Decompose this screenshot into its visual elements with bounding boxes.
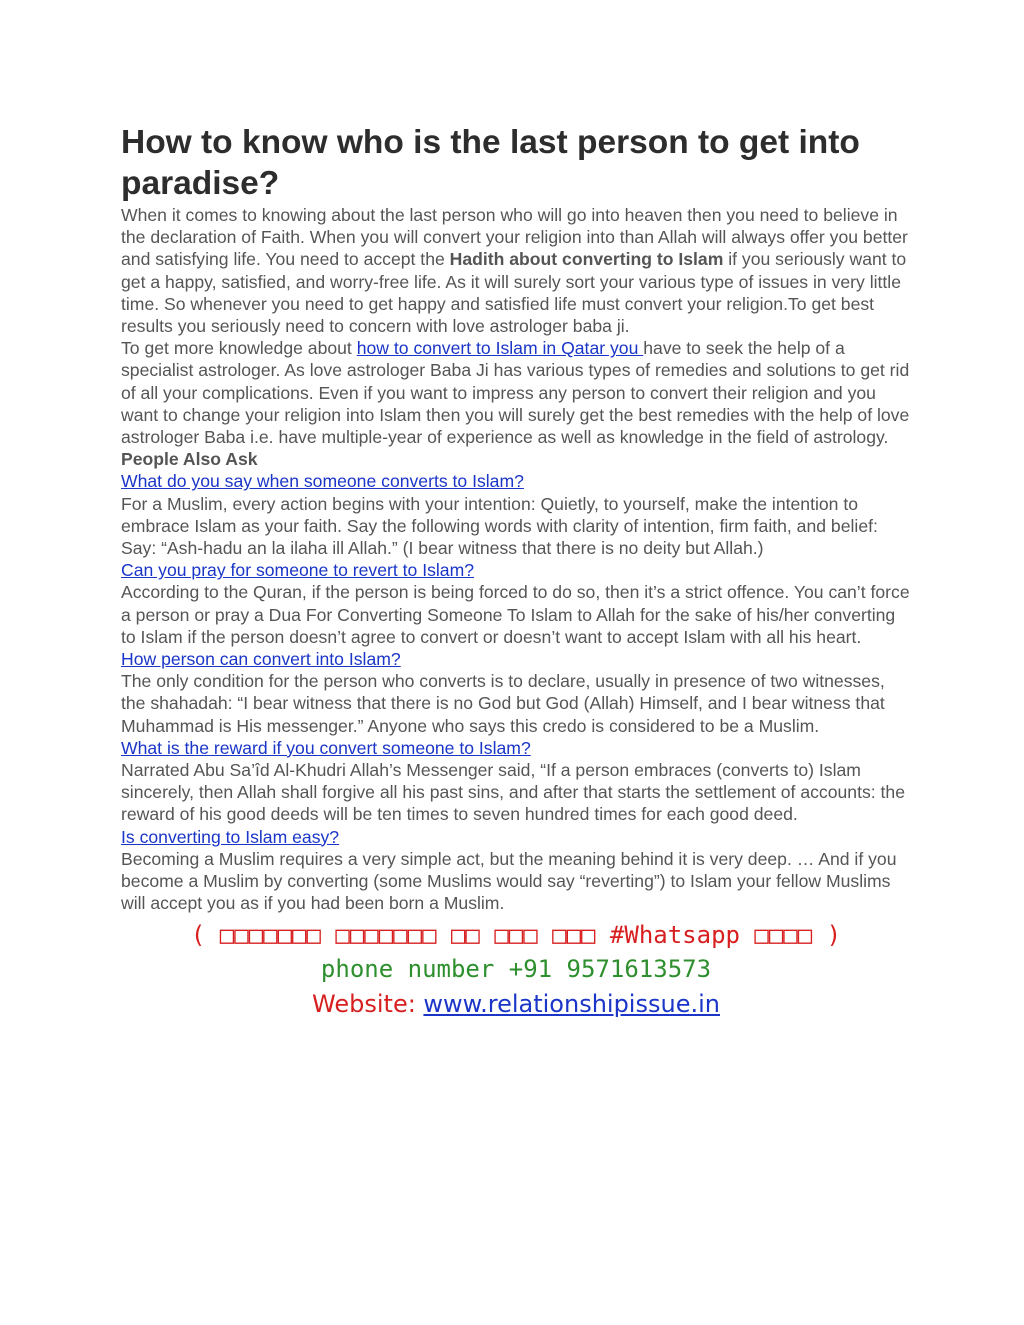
faq-question-link[interactable]: Is converting to Islam easy? [121, 826, 340, 847]
faq-question-link[interactable]: Can you pray for someone to revert to Islam? [121, 560, 475, 581]
website-line [121, 986, 911, 1022]
faq-answer: Narrated Abu Sa’îd Al-Khudri Allah’s Messenger said, “If a person embraces (converts to) Islam sincerely, then Allah shall forgive all his past sins, and after that starts the settlement of accounts: the reward of his good deeds will be ten times to seven hundred times for each good deed. [121, 760, 905, 825]
page-title: How to know who is the last person to get into paradise? [121, 124, 860, 202]
contact-block [121, 919, 911, 1022]
intro-paragraph-2 [121, 337, 911, 448]
website-label: Website: [312, 989, 424, 1018]
intro-paragraph-1 [121, 204, 911, 337]
article [121, 122, 911, 1022]
faq-answer: For a Muslim, every action begins with your intention: Quietly, to yourself, make the intention to embrace Islam as your faith. Say the following words with clarity of intention, firm faith, and belief: Say: “Ash-hadu an la ilaha ill Allah.” (I bear witness that there is no deity but Allah.) [121, 493, 878, 559]
convert-islam-qatar-link[interactable]: how to convert to Islam in Qatar you [356, 338, 644, 359]
faq-item [121, 826, 911, 915]
faq-answer: According to the Quran, if the person is being forced to do so, then it’s a strict offence. You can’t force a person or pray a Dua For Converting Someone To Islam to Allah for the sake of his/her converting to Islam if the person doesn’t agree to convert or doesn’t want to accept Islam with all his heart. [121, 582, 910, 647]
faq-question-link[interactable]: What do you say when someone converts to Islam? [121, 471, 524, 492]
hadith-bold-phrase: Hadith about converting to Islam [449, 249, 724, 270]
faq-question-link[interactable]: How person can convert into Islam? [121, 649, 401, 670]
intro2-text: To get more knowledge about [121, 338, 357, 359]
faq-heading [121, 448, 911, 470]
faq-item [121, 470, 911, 559]
website-link[interactable]: www.relationshipissue.in [423, 989, 720, 1018]
faq-heading-text: People Also Ask [121, 449, 258, 470]
intro-text: When it comes to knowing about the last person who will go into heaven then you need to believe in the declaration of Faith. When you will convert your religion into than Allah will always offer you better and satisfying life. You need to accept the [121, 205, 908, 270]
faq-item [121, 648, 911, 737]
faq-item [121, 737, 911, 826]
intro2-text-continued: have to seek the help of a specialist astrologer. As love astrologer Baba Ji has various types of remedies and solutions to get rid of all your complications. Even if you want to impress any person to convert their religion and you want to change your religion into Islam then you will surely get the best remedies with the help of love astrologer Baba i.e. have multiple-year of experience as well as knowledge in the field of astrology. [121, 338, 910, 448]
whatsapp-cta: ( □□□□□□□ □□□□□□□ □□ □□□ □□□ #Whatsapp □□□□ ) [190, 920, 842, 949]
faq-answer: The only condition for the person who converts is to declare, usually in presence of two witnesses, the shahadah: “I bear witness that there is no God but God (Allah) Himself, and I bear witness that Muhammad is His messenger.” Anyone who says this credo is considered to be a Muslim. [121, 671, 885, 736]
faq-question-link[interactable]: What is the reward if you convert someone to Islam? [121, 737, 531, 758]
faq-answer: Becoming a Muslim requires a very simple act, but the meaning behind it is very deep. … And if you become a Muslim by converting (some Muslims would say “reverting”) to Islam your fellow Muslims will accept you as if you had been born a Muslim. [121, 848, 897, 914]
intro-text-continued: if you seriously want to get a happy, satisfied, and worry-free life. As it will surely sort your various type of issues in very little time. So whenever you need to get happy and satisfied life must convert your religion.To get best results you seriously need to concern with love astrologer baba ji. [121, 249, 907, 337]
article-body [121, 204, 911, 915]
phone-number: phone number +91 9571613573 [320, 954, 712, 983]
faq-item [121, 559, 911, 648]
